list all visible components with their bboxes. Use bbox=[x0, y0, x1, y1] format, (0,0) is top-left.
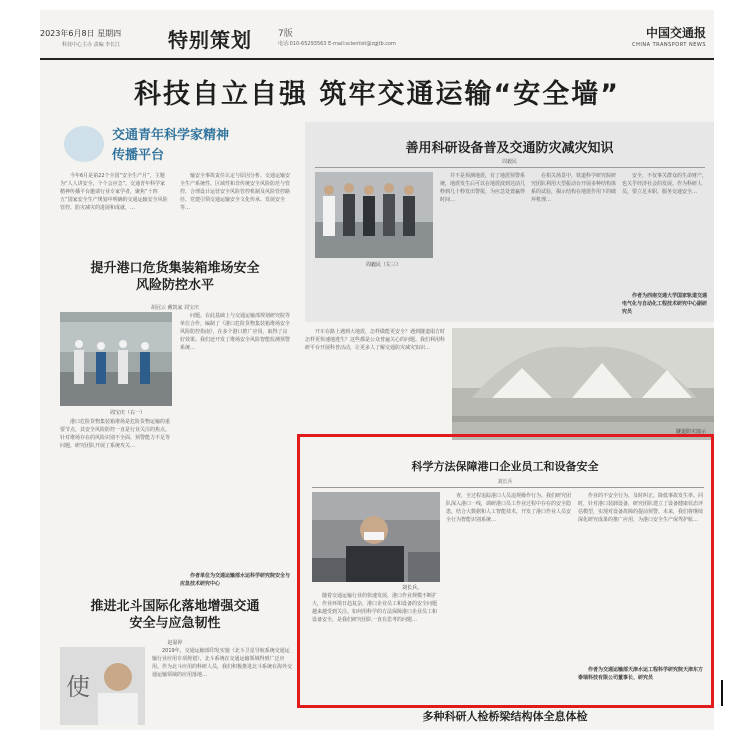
intro-text-2: 输安全事故责任认定与原因分析、交通运输安全生产系统性、区域性和非传统安全风险防范与管控、合理设计运营安全风险管控机制及风险管控路径、党建引领交通运输安全文化传承、发展安全等… bbox=[180, 173, 290, 211]
article1-title: 善用科研设备普及交通防灾减灾知识 bbox=[405, 141, 614, 156]
article1-rule bbox=[315, 167, 705, 168]
article1-text-3: 安全，不仅事关群众的生命财产，也关乎经济社会的发展。作为科研人员，要立足本职，服务交通安全… bbox=[622, 173, 707, 195]
newspaper-name: 中国交通报 bbox=[645, 26, 706, 40]
contact-line: 电话:010-65293563 E-mail:scientist@zgjtb.com bbox=[278, 41, 396, 47]
article4-title: 科学方法保障港口企业员工和设备安全 bbox=[411, 460, 599, 473]
article3-title: 推进北斗国际化落地增强交通安全与应急韧性 bbox=[90, 599, 260, 631]
article2-column-2 bbox=[180, 312, 292, 567]
article4-text-1: 随着交通运输行业的快速发展，港口作业规模不断扩大，作业环境日趋复杂，港口企业员工和设备的安全问题越来越受到关注。如何用科学的方法保障港口企业员工和设备安全，是我们研究团队一直在思考的问题… bbox=[312, 593, 438, 623]
text-cursor bbox=[721, 680, 723, 706]
article1-column-2 bbox=[531, 172, 616, 312]
article2-byline: 胡冠云 戴凯家 周宝庆 bbox=[150, 305, 200, 311]
article4-byline: 刘长兵 bbox=[497, 479, 513, 485]
port-photo bbox=[60, 312, 172, 406]
newspaper-name-en: CHINA TRANSPORT NEWS bbox=[632, 42, 706, 48]
article1-author-text: 作者为西南交通大学国家轨道交通电气化与自动化工程技术研究中心副研究员 bbox=[622, 293, 707, 315]
article1-column-3 bbox=[622, 172, 707, 287]
article2-title: 提升港口危货集装箱堆场安全风险防控水平 bbox=[90, 261, 260, 293]
masthead bbox=[40, 22, 714, 60]
article4-text-2: 查，全过程追踪港口人员违规操作行为。我们研究团队深入港口一线，调研港口员工作业过程中存在的安全隐患，结合大数据和人工智能技术，开发了港口作业人员安全行为智能识别系统… bbox=[446, 493, 571, 523]
article1-caption: 周毅民（左三） bbox=[366, 262, 402, 268]
page-number: 7版 bbox=[278, 29, 293, 39]
article1-mid-column bbox=[305, 328, 445, 438]
highlight-frame bbox=[297, 434, 714, 708]
article2-column-1 bbox=[60, 418, 172, 533]
article2-author-note bbox=[180, 572, 292, 594]
article1-byline: 周毅民 bbox=[501, 159, 517, 165]
article3-byline: 赵温婷 bbox=[167, 640, 183, 646]
intro-column-1 bbox=[60, 172, 170, 254]
article1-mid-text: 开车在路上遇到大地震，怎样做能更安全？遇到隧道塌方时怎样更快速地逃生？这些都是公众普遍关心的问题。我们利用科研平台开展科普活动，让更多人了解交通防灾减灾知识… bbox=[305, 329, 445, 351]
tunnel-photo-caption: 隧道防灾演示 bbox=[676, 429, 707, 435]
article1-column-1 bbox=[440, 172, 525, 312]
article2-author-text: 作者单位为交通运输部水运科学研究院安全与应急技术研究中心 bbox=[180, 573, 291, 587]
article3-column bbox=[152, 647, 292, 725]
article4-text-3: 作业的不安全行为，及时纠正，降低事故发生率。同时，针对港口装卸设备，研究团队建立了设备健康状态评估模型，实现对设备故障的提前预警。未来，我们将继续深化研究成果的推广应用，为港口安全生产保驾护航… bbox=[578, 493, 704, 523]
bottom-strip-title: 多种科研人检桥梁结构体全息体检 bbox=[422, 710, 588, 723]
portrait-photo bbox=[60, 647, 145, 725]
article2-photo bbox=[60, 312, 172, 406]
tunnel-photo bbox=[452, 328, 714, 440]
article4-caption: 刘长兵。 bbox=[402, 585, 423, 591]
intro-column-2 bbox=[180, 172, 290, 254]
article1-author-note bbox=[622, 292, 707, 317]
article1-photo bbox=[315, 172, 433, 258]
group-photo bbox=[315, 172, 433, 258]
issue-date: 2023年6月8日 星期四 bbox=[40, 29, 122, 38]
editor-line: 科技中心主办 责编 李长江 bbox=[62, 42, 121, 48]
platform-banner-line2: 传播平台 bbox=[112, 148, 165, 163]
intro-text-1: 今年6月是第22个全国“安全生产月”，主题为“人人讲安全、个个会应急”。交通青年科学家精神传播平台邀请行业专家学者，聚焦“十四五”国家安全生产规划中明确的交通运输安全风险管控、防灾减灾的进展和成就，… bbox=[60, 173, 168, 211]
article3-text: 2019年，交通运输部印发实施《北斗卫星导航系统交通运输行业应用专项规划》，北斗系统在交通运输领域得到广泛应用。作为北斗应用的科研人员，我们积极推进北斗系统在海外交通运输领域的应用落地… bbox=[152, 648, 292, 678]
tunnel-image bbox=[452, 328, 714, 440]
article3-photo bbox=[60, 647, 145, 725]
article1-text-1: 并不是预测地震，有了地震预警系统，地震发生后可以在地震波到达前几秒到几十秒发出警报，为应急处置赢得时间… bbox=[440, 173, 525, 203]
platform-banner-line1: 交通青年科学家精神 bbox=[112, 128, 230, 143]
article1-text-2: 在相关场景中，铁道科学研究院研究团队利用大型振动台开展多种结构体系的试验，揭示结构在地震作用下的破坏机理… bbox=[531, 173, 616, 203]
article2-text-1: 港口危险货物集装箱堆场是危险货物运输的重要节点，其安全风险防控一直是行业关注的焦点。针对堆场存在的风险识别不全面、预警能力不足等问题，研究团队开展了系统攻关… bbox=[60, 419, 171, 449]
article2-text-2: 问题。在此基础上与交通运输部规划研究院等单位合作，编制了《港口危险货物集装箱堆场安全风险防控指南》，在多个港口推广应用，取得了良好效果。我们还开发了堆场安全风险智能监测预警系统… bbox=[180, 313, 291, 351]
platform-banner bbox=[60, 122, 290, 166]
section-title: 特别策划 bbox=[168, 28, 252, 52]
page-headline: 科技自立自强 筑牢交通运输“安全墙” bbox=[134, 79, 620, 110]
mascot-image bbox=[64, 126, 104, 162]
svg-text:使: 使 bbox=[66, 673, 90, 701]
article4-author-text: 作者为交通运输部天津水运工程科学研究院天津东方泰瑞科技有限公司董事长、研究员 bbox=[578, 667, 704, 681]
article2-caption: 周宝庆（右一） bbox=[110, 410, 146, 416]
